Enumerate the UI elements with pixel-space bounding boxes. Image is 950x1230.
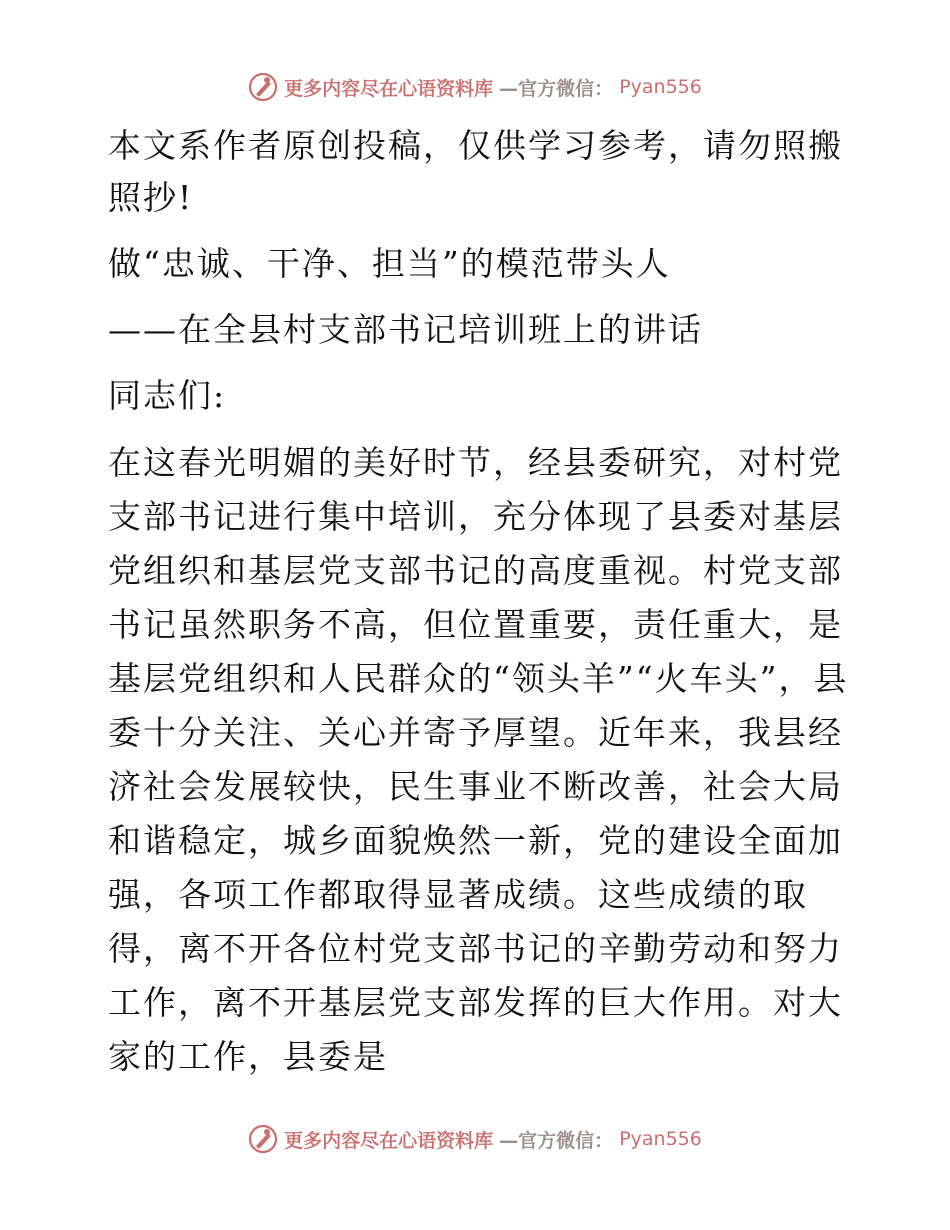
watermark-separator: —官方微信： [499,77,614,100]
watermark-header [0,72,950,102]
pen-logo-icon [248,1124,278,1154]
intro-notice: 本文系作者原创投稿，仅供学习参考，请勿照搬照抄! [108,126,843,217]
watermark-separator: —官方微信： [499,1129,614,1152]
greeting: 同志们: [108,376,227,415]
speech-title: 做“忠诚、干净、担当”的模范带头人 [108,244,671,283]
watermark-site-text: 更多内容尽在心语资料库 [284,77,494,100]
watermark-footer [0,1124,950,1154]
watermark-site-text: 更多内容尽在心语资料库 [284,1129,494,1152]
pen-logo-icon [248,72,278,102]
document-page [98,120,850,1084]
body-paragraph: 在这春光明媚的美好时节，经县委研究，对村党支部书记进行集中培训，充分体现了县委对基层党组织和基层党支部书记的高度重视。村党支部书记虽然职务不高，但位置重要，责任重大，是基层党组织和人民群众的“领头羊”“火车头”，县委十分关注、关心并寄予厚望。近年来，我县经济社会发展较快，民生事业不断改善，社会大局和谐稳定，城乡面貌焕然一新，党的建设全面加强，各项工作都取得显著成绩。这些成绩的取得，离不开各位村党支部书记的辛勤劳动和努力工作，离不开基层党支部发挥的巨大作用。对大家的工作，县委是 [108,443,849,1076]
speech-subtitle: ——在全县村支部书记培训班上的讲话 [108,310,703,349]
watermark-account: Pyan556 [619,1128,702,1150]
watermark-account: Pyan556 [619,76,702,98]
